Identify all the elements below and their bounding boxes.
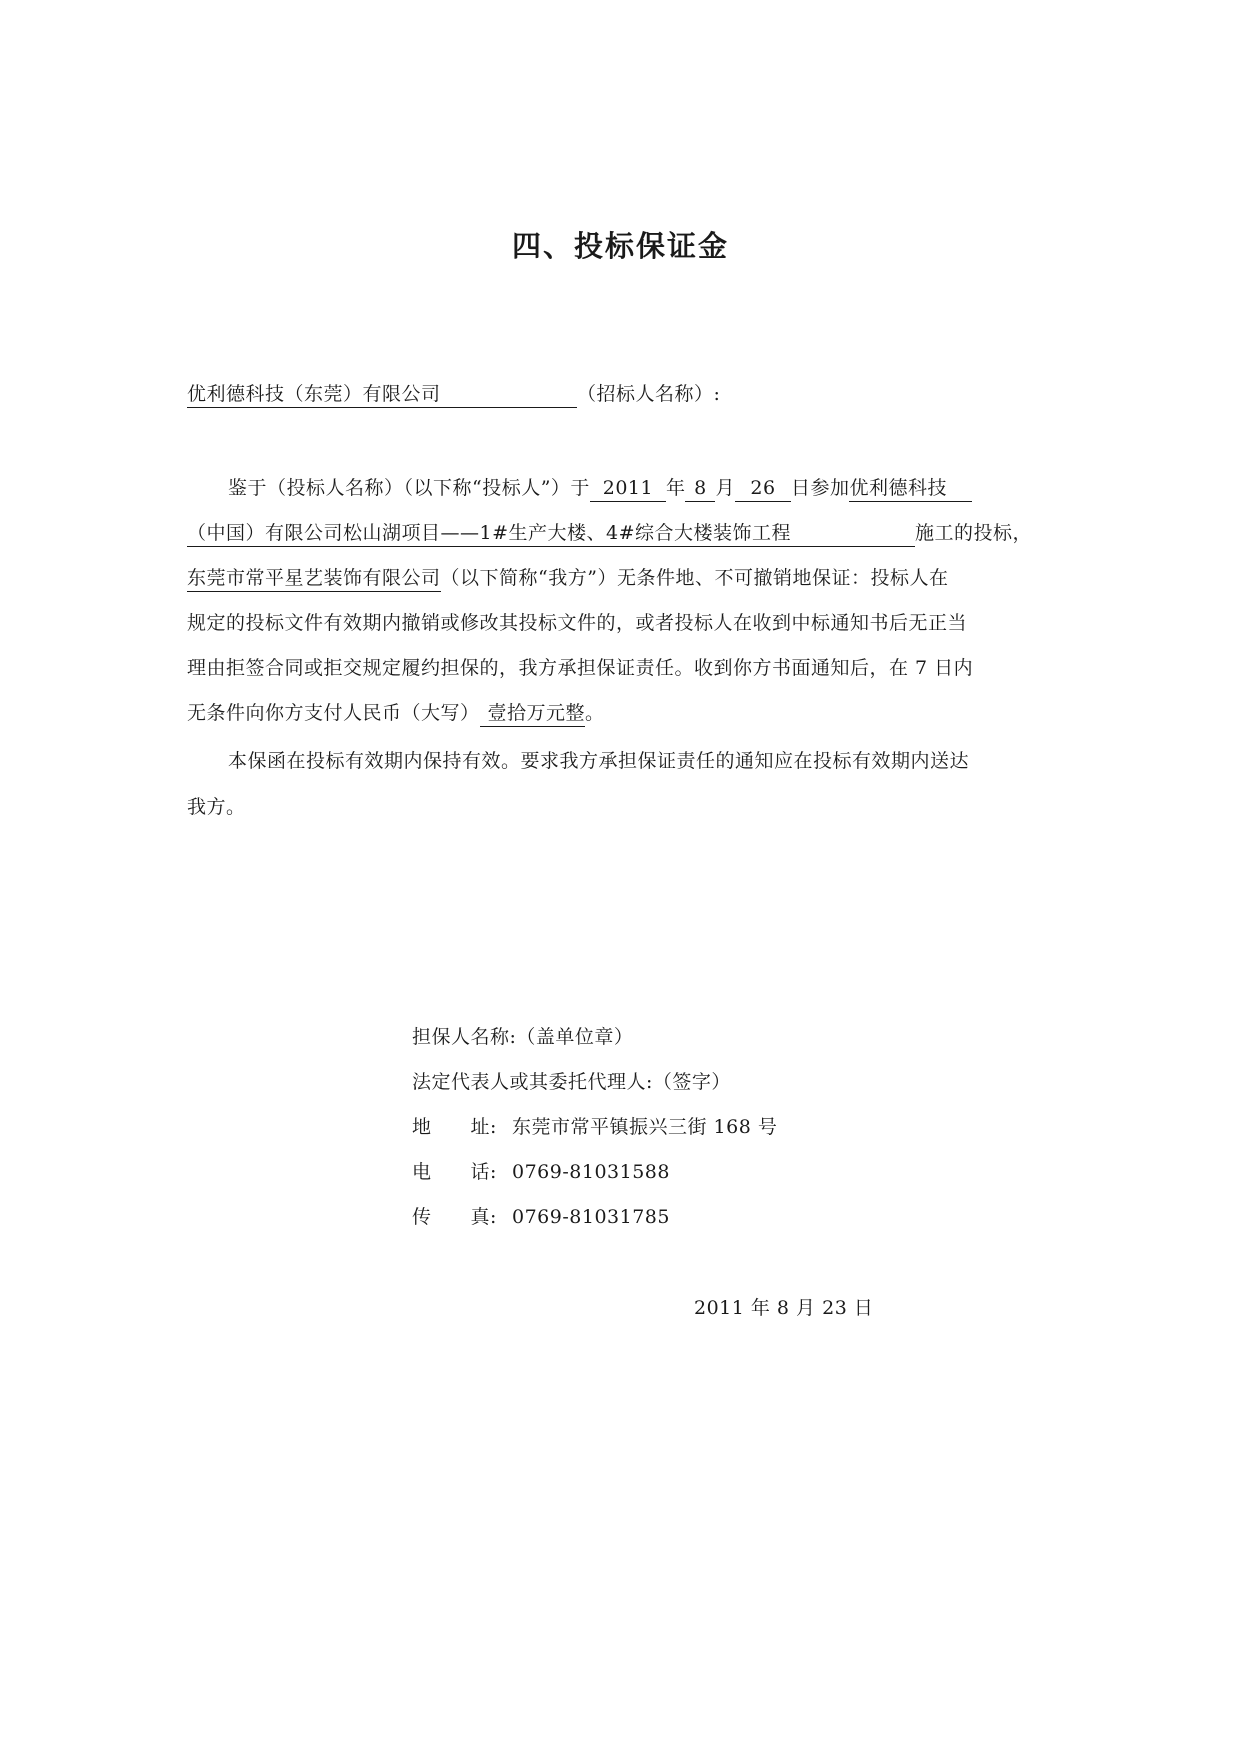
body-p2-line-1: 本保函在投标有效期内保持有效。要求我方承担保证责任的通知应在投标有效期内送达 [228, 750, 970, 772]
body-line-4: 规定的投标文件有效期内撤销或修改其投标文件的，或者投标人在收到中标通知书后无正当 [187, 612, 968, 634]
phone-label: 电 话: [412, 1161, 497, 1183]
body-line-3 [187, 563, 1057, 593]
bid-month-unit: 月 [715, 477, 735, 499]
bid-year-unit: 年 [665, 477, 686, 499]
body-line-3-rest: （以下简称“我方”）无条件地、不可撤销地保证：投标人在 [440, 567, 949, 589]
amount-prefix: 无条件向你方支付人民币（大写） [187, 702, 480, 724]
amount-suffix: 。 [585, 702, 605, 724]
project-suffix: 施工的投标， [915, 522, 1033, 544]
bid-day-unit: 日参加 [790, 477, 850, 499]
guarantor-name: 东莞市常平星艺装饰有限公司 [187, 565, 441, 592]
project-name-part1: 优利德科技 [849, 475, 972, 502]
bid-month: 8 [685, 475, 715, 502]
guarantor-signature-label: 担保人名称:（盖单位章） [412, 1026, 634, 1048]
body-line-5: 理由拒签合同或拒交规定履约担保的，我方承担保证责任。收到你方书面通知后，在 7 日内 [187, 657, 974, 679]
fax-value: 0769-81031785 [512, 1206, 670, 1228]
phone-value: 0769-81031588 [512, 1161, 670, 1183]
bid-day: 26 [735, 475, 791, 502]
document-title: 四、投标保证金 [511, 229, 729, 263]
recipient-name: 优利德科技（东莞）有限公司 [187, 381, 577, 408]
project-name-part2: （中国）有限公司松山湖项目——1#生产大楼、4#综合大楼装饰工程 [187, 520, 915, 547]
body-p2-line-2: 我方。 [187, 796, 246, 818]
guarantee-amount: 壹拾万元整 [480, 700, 586, 727]
recipient-suffix: （招标人名称）: [577, 383, 721, 405]
body-line-6 [187, 698, 1057, 728]
address-label: 地 址: [412, 1116, 497, 1138]
address-value: 东莞市常平镇振兴三街 168 号 [512, 1116, 778, 1138]
recipient-line [187, 379, 1057, 409]
body-line-2 [187, 518, 1057, 548]
address-line [412, 1112, 777, 1142]
body-line-1 [228, 473, 1058, 503]
fax-label: 传 真: [412, 1206, 497, 1228]
fax-line [412, 1202, 670, 1232]
representative-signature-label: 法定代表人或其委托代理人:（签字） [412, 1071, 731, 1093]
body-prefix: 鉴于（投标人名称）（以下称“投标人”）于 [228, 477, 590, 499]
document-date: 2011 年 8 月 23 日 [694, 1297, 874, 1319]
phone-line [412, 1157, 670, 1187]
bid-year: 2011 [590, 475, 666, 502]
